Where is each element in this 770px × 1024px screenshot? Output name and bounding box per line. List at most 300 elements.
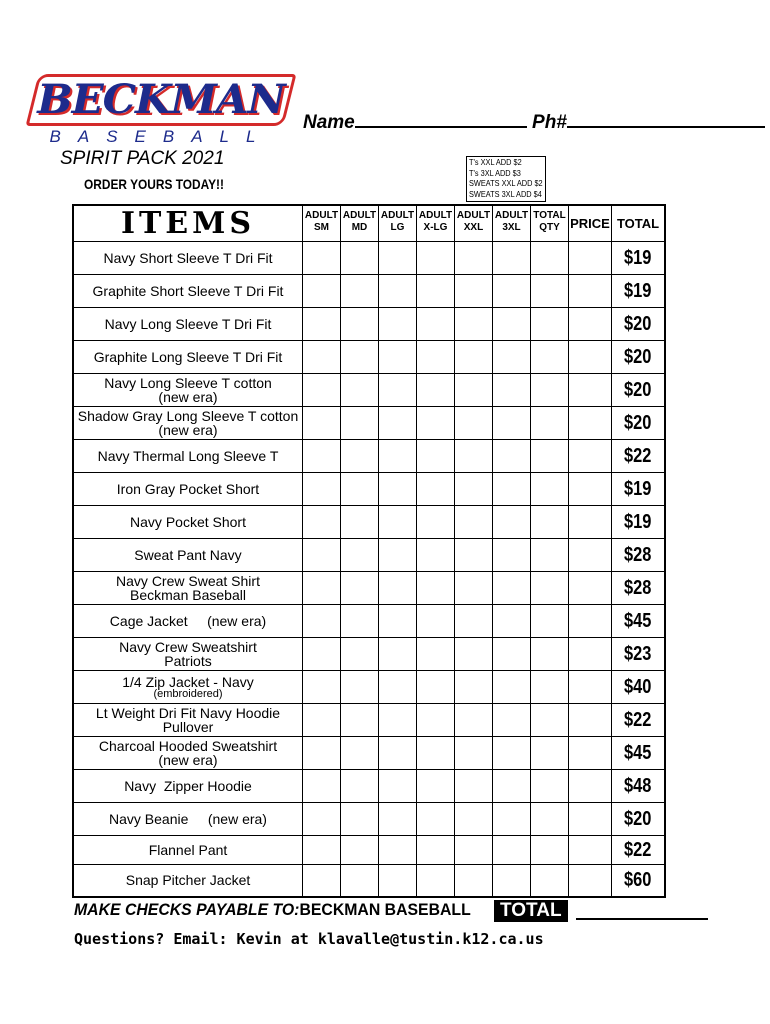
price-cell[interactable]: [569, 374, 612, 407]
qty-3xl-cell[interactable]: [493, 407, 531, 440]
item-name: Shadow Gray Long Sleeve T cotton: [77, 408, 299, 424]
upcharge-box: [466, 156, 546, 202]
qty-md-cell[interactable]: [341, 836, 379, 865]
item-price: $22: [624, 444, 652, 467]
item-subtext: (new era): [158, 389, 218, 405]
qty-lg-cell[interactable]: [379, 671, 417, 704]
qty-total-cell[interactable]: [531, 638, 569, 671]
order-note: ORDER YOURS TODAY!!: [84, 176, 224, 192]
table-row: [73, 638, 665, 671]
qty-xxl-cell[interactable]: [455, 539, 493, 572]
qty-total-cell[interactable]: [531, 737, 569, 770]
item-name-cell: [73, 572, 303, 605]
qty-lg-cell[interactable]: [379, 836, 417, 865]
checks-payable-line: [74, 900, 471, 920]
qty-xlg-cell[interactable]: [417, 704, 455, 737]
item-price: $40: [624, 675, 652, 698]
qty-lg-cell[interactable]: [379, 407, 417, 440]
price-cell[interactable]: [569, 770, 612, 803]
size-header-top: TOTAL: [533, 210, 566, 221]
beckman-baseball-logo: [28, 74, 294, 144]
item-price: $28: [624, 576, 652, 599]
qty-xxl-cell[interactable]: [455, 605, 493, 638]
item-name: Navy Long Sleeve T cotton: [104, 375, 272, 391]
item-name-cell: [73, 704, 303, 737]
price-cell[interactable]: [569, 803, 612, 836]
qty-3xl-cell[interactable]: [493, 803, 531, 836]
item-subtext: (new era): [158, 752, 218, 768]
qty-3xl-cell[interactable]: [493, 671, 531, 704]
price-cell[interactable]: [569, 704, 612, 737]
qty-sm-cell[interactable]: [303, 407, 341, 440]
name-label: Name: [303, 112, 355, 133]
qty-lg-cell[interactable]: [379, 865, 417, 897]
qty-lg-cell[interactable]: [379, 572, 417, 605]
item-total-cell: [612, 638, 666, 671]
item-total-cell: [612, 374, 666, 407]
qty-xxl-cell[interactable]: [455, 242, 493, 275]
item-price: $19: [624, 510, 652, 533]
item-name-cell: [73, 539, 303, 572]
qty-xxl-cell[interactable]: [455, 275, 493, 308]
item-name: Navy Crew Sweat Shirt: [116, 573, 260, 589]
item-price: $20: [624, 411, 652, 434]
qty-sm-cell[interactable]: [303, 275, 341, 308]
table-row: [73, 407, 665, 440]
qty-xlg-cell[interactable]: [417, 836, 455, 865]
size-header-md: [341, 205, 379, 242]
item-price: $20: [624, 345, 652, 368]
name-field[interactable]: [355, 110, 527, 128]
qty-3xl-cell[interactable]: [493, 506, 531, 539]
qty-xlg-cell[interactable]: [417, 865, 455, 897]
upcharge-line: SWEATS XXL ADD $2: [469, 179, 543, 188]
qty-total-cell[interactable]: [531, 803, 569, 836]
qty-lg-cell[interactable]: [379, 737, 417, 770]
phone-field[interactable]: [567, 110, 765, 128]
upcharge-line: SWEATS 3XL ADD $4: [469, 189, 542, 199]
item-name-cell: [73, 605, 303, 638]
qty-xlg-cell[interactable]: [417, 770, 455, 803]
table-row: [73, 440, 665, 473]
table-row: [73, 836, 665, 865]
item-total-cell: [612, 572, 666, 605]
item-total-cell: [612, 506, 666, 539]
item-total-cell: [612, 836, 666, 865]
table-row: [73, 770, 665, 803]
price-cell[interactable]: [569, 407, 612, 440]
price-cell[interactable]: [569, 341, 612, 374]
qty-total-cell[interactable]: [531, 770, 569, 803]
qty-xlg-cell[interactable]: [417, 275, 455, 308]
item-total-cell: [612, 275, 666, 308]
qty-lg-cell[interactable]: [379, 704, 417, 737]
qty-sm-cell[interactable]: [303, 605, 341, 638]
qty-3xl-cell[interactable]: [493, 242, 531, 275]
logo-subword: BASEBALL: [49, 127, 273, 146]
upcharge-line: T's XXL ADD $2: [469, 158, 522, 167]
payee-name: BECKMAN BASEBALL: [299, 900, 471, 919]
item-name: Iron Gray Pocket Short: [116, 481, 260, 497]
size-header-bottom: MD: [351, 222, 368, 233]
item-price: $19: [624, 279, 652, 302]
qty-total-cell[interactable]: [531, 836, 569, 865]
item-total-cell: [612, 539, 666, 572]
qty-lg-cell[interactable]: [379, 374, 417, 407]
qty-lg-cell[interactable]: [379, 803, 417, 836]
item-total-cell: [612, 473, 666, 506]
table-row: [73, 704, 665, 737]
price-cell[interactable]: [569, 275, 612, 308]
qty-xlg-cell[interactable]: [417, 407, 455, 440]
qty-sm-cell[interactable]: [303, 671, 341, 704]
size-header-bottom: 3XL: [502, 222, 521, 233]
price-cell[interactable]: [569, 308, 612, 341]
item-name-cell: [73, 836, 303, 865]
item-price: $22: [624, 838, 652, 861]
qty-md-cell[interactable]: [341, 275, 379, 308]
qty-xxl-cell[interactable]: [455, 440, 493, 473]
size-header-bottom: XXL: [463, 222, 484, 233]
item-name: Navy Zipper Hoodie: [124, 778, 252, 794]
qty-xlg-cell[interactable]: [417, 440, 455, 473]
qty-total-cell[interactable]: [531, 865, 569, 897]
qty-xlg-cell[interactable]: [417, 374, 455, 407]
qty-xlg-cell[interactable]: [417, 242, 455, 275]
item-price: $45: [624, 609, 652, 632]
qty-md-cell[interactable]: [341, 308, 379, 341]
item-name: Navy Pocket Short: [130, 514, 246, 530]
qty-3xl-cell[interactable]: [493, 770, 531, 803]
total-header: TOTAL: [612, 205, 666, 242]
table-row: [73, 341, 665, 374]
qty-total-cell[interactable]: [531, 506, 569, 539]
item-price: $19: [624, 477, 652, 500]
item-name-cell: [73, 275, 303, 308]
qty-xxl-cell[interactable]: [455, 803, 493, 836]
size-header-xlg: [417, 205, 455, 242]
item-name: Navy Thermal Long Sleeve T: [97, 448, 279, 464]
table-row: [73, 242, 665, 275]
upcharge-line: T's 3XL ADD $3: [469, 168, 521, 178]
size-header-top: ADULT: [342, 210, 377, 221]
size-header-top: ADULT: [304, 210, 339, 221]
questions-contact: Questions? Email: Kevin at klavalle@tustin.k12.ca.us: [74, 930, 544, 948]
qty-md-cell[interactable]: [341, 440, 379, 473]
items-header: ITEMS: [73, 205, 303, 242]
qty-total-cell[interactable]: [531, 407, 569, 440]
item-price: $48: [624, 774, 652, 797]
qty-total-cell[interactable]: [531, 539, 569, 572]
qty-md-cell[interactable]: [341, 506, 379, 539]
item-total-cell: [612, 605, 666, 638]
item-name-cell: [73, 473, 303, 506]
item-price: $20: [624, 378, 652, 401]
qty-lg-cell[interactable]: [379, 539, 417, 572]
size-header-bottom: QTY: [539, 222, 560, 233]
qty-sm-cell[interactable]: [303, 374, 341, 407]
qty-xxl-cell[interactable]: [455, 341, 493, 374]
qty-md-cell[interactable]: [341, 737, 379, 770]
size-header-top: ADULT: [456, 210, 491, 221]
item-name-cell: [73, 374, 303, 407]
qty-sm-cell[interactable]: [303, 539, 341, 572]
qty-xxl-cell[interactable]: [455, 671, 493, 704]
table-row: [73, 308, 665, 341]
qty-md-cell[interactable]: [341, 605, 379, 638]
table-row: [73, 473, 665, 506]
qty-xlg-cell[interactable]: [417, 308, 455, 341]
qty-sm-cell[interactable]: [303, 473, 341, 506]
item-name: Snap Pitcher Jacket: [125, 872, 251, 889]
qty-3xl-cell[interactable]: [493, 308, 531, 341]
price-cell[interactable]: [569, 440, 612, 473]
qty-md-cell[interactable]: [341, 704, 379, 737]
item-name: Sweat Pant Navy: [134, 547, 242, 563]
table-row: [73, 539, 665, 572]
price-cell[interactable]: [569, 473, 612, 506]
price-cell[interactable]: [569, 638, 612, 671]
qty-xxl-cell[interactable]: [455, 836, 493, 865]
qty-md-cell[interactable]: [341, 341, 379, 374]
qty-total-cell[interactable]: [531, 473, 569, 506]
size-header-top: ADULT: [418, 210, 453, 221]
qty-3xl-cell[interactable]: [493, 836, 531, 865]
price-cell[interactable]: [569, 506, 612, 539]
qty-lg-cell[interactable]: [379, 605, 417, 638]
qty-md-cell[interactable]: [341, 803, 379, 836]
qty-xlg-cell[interactable]: [417, 803, 455, 836]
qty-sm-cell[interactable]: [303, 770, 341, 803]
qty-lg-cell[interactable]: [379, 242, 417, 275]
item-name-cell: [73, 671, 303, 704]
qty-total-cell[interactable]: [531, 374, 569, 407]
qty-3xl-cell[interactable]: [493, 374, 531, 407]
qty-sm-cell[interactable]: [303, 341, 341, 374]
qty-3xl-cell[interactable]: [493, 275, 531, 308]
qty-total-cell[interactable]: [531, 440, 569, 473]
table-row: [73, 737, 665, 770]
table-row: [73, 506, 665, 539]
qty-lg-cell[interactable]: [379, 770, 417, 803]
item-total-cell: [612, 341, 666, 374]
price-cell[interactable]: [569, 572, 612, 605]
item-name-cell: [73, 803, 303, 836]
qty-lg-cell[interactable]: [379, 275, 417, 308]
price-cell[interactable]: [569, 242, 612, 275]
price-cell[interactable]: [569, 671, 612, 704]
price-cell[interactable]: [569, 539, 612, 572]
item-price: $45: [624, 741, 652, 764]
qty-total-cell[interactable]: [531, 308, 569, 341]
qty-sm-cell[interactable]: [303, 242, 341, 275]
item-total-cell: [612, 770, 666, 803]
item-name: Navy Long Sleeve T Dri Fit: [104, 316, 272, 332]
qty-xlg-cell[interactable]: [417, 572, 455, 605]
item-price: $19: [624, 246, 652, 269]
qty-total-cell[interactable]: [531, 704, 569, 737]
size-header-lg: [379, 205, 417, 242]
qty-xlg-cell[interactable]: [417, 671, 455, 704]
qty-sm-cell[interactable]: [303, 836, 341, 865]
qty-lg-cell[interactable]: [379, 638, 417, 671]
size-header-bottom: LG: [390, 222, 405, 233]
qty-total-cell[interactable]: [531, 605, 569, 638]
qty-3xl-cell[interactable]: [493, 638, 531, 671]
qty-sm-cell[interactable]: [303, 638, 341, 671]
table-row: [73, 671, 665, 704]
qty-md-cell[interactable]: [341, 671, 379, 704]
qty-md-cell[interactable]: [341, 638, 379, 671]
item-subtext: Patriots: [164, 653, 212, 669]
qty-3xl-cell[interactable]: [493, 605, 531, 638]
qty-lg-cell[interactable]: [379, 308, 417, 341]
qty-3xl-cell[interactable]: [493, 473, 531, 506]
item-total-cell: [612, 407, 666, 440]
size-header-bottom: X-LG: [423, 222, 448, 233]
item-name: Navy Crew Sweatshirt: [119, 639, 257, 655]
item-total-cell: [612, 865, 666, 897]
qty-sm-cell[interactable]: [303, 506, 341, 539]
qty-3xl-cell[interactable]: [493, 865, 531, 897]
qty-lg-cell[interactable]: [379, 506, 417, 539]
qty-total-cell[interactable]: [531, 341, 569, 374]
qty-sm-cell[interactable]: [303, 865, 341, 897]
item-name: Charcoal Hooded Sweatshirt: [98, 738, 278, 754]
qty-sm-cell[interactable]: [303, 440, 341, 473]
item-name: Graphite Short Sleeve T Dri Fit: [92, 283, 284, 299]
item-subtext: (new era): [158, 422, 218, 438]
qty-3xl-cell[interactable]: [493, 704, 531, 737]
qty-lg-cell[interactable]: [379, 473, 417, 506]
size-header-3xl: [493, 205, 531, 242]
table-row: [73, 572, 665, 605]
qty-md-cell[interactable]: [341, 865, 379, 897]
qty-xxl-cell[interactable]: [455, 737, 493, 770]
item-total-cell: [612, 242, 666, 275]
qty-sm-cell[interactable]: [303, 308, 341, 341]
item-total-cell: [612, 737, 666, 770]
item-price: $60: [624, 868, 652, 891]
item-name: Cage Jacket (new era): [109, 613, 267, 629]
item-name: Navy Short Sleeve T Dri Fit: [103, 250, 273, 266]
qty-md-cell[interactable]: [341, 770, 379, 803]
item-total-cell: [612, 440, 666, 473]
qty-xxl-cell[interactable]: [455, 374, 493, 407]
price-cell[interactable]: [569, 737, 612, 770]
qty-xxl-cell[interactable]: [455, 407, 493, 440]
qty-total-cell[interactable]: [531, 572, 569, 605]
size-header-top: ADULT: [380, 210, 415, 221]
qty-3xl-cell[interactable]: [493, 440, 531, 473]
price-cell[interactable]: [569, 836, 612, 865]
size-header-top: ADULT: [494, 210, 529, 221]
qty-3xl-cell[interactable]: [493, 572, 531, 605]
table-row: [73, 275, 665, 308]
qty-xlg-cell[interactable]: [417, 605, 455, 638]
size-header-bottom: SM: [314, 222, 329, 233]
size-header-sm: [303, 205, 341, 242]
item-name-cell: [73, 407, 303, 440]
item-name: 1/4 Zip Jacket - Navy: [122, 673, 254, 690]
item-subtext: Beckman Baseball: [130, 587, 246, 603]
qty-xxl-cell[interactable]: [455, 473, 493, 506]
grand-total-field[interactable]: [576, 918, 708, 920]
item-total-cell: [612, 308, 666, 341]
item-price: $20: [624, 312, 652, 335]
grand-total-label: TOTAL: [494, 900, 568, 922]
item-subtext: Pullover: [162, 719, 214, 735]
total-qty-header: [531, 205, 569, 242]
qty-md-cell[interactable]: [341, 539, 379, 572]
price-cell[interactable]: [569, 865, 612, 897]
qty-md-cell[interactable]: [341, 473, 379, 506]
price-header: PRICE: [569, 205, 612, 242]
qty-sm-cell[interactable]: [303, 737, 341, 770]
qty-lg-cell[interactable]: [379, 341, 417, 374]
table-row: [73, 865, 665, 897]
qty-xxl-cell[interactable]: [455, 572, 493, 605]
qty-xlg-cell[interactable]: [417, 506, 455, 539]
item-total-cell: [612, 671, 666, 704]
qty-3xl-cell[interactable]: [493, 539, 531, 572]
item-name-cell: [73, 865, 303, 897]
qty-total-cell[interactable]: [531, 242, 569, 275]
page-title: SPIRIT PACK 2021: [60, 148, 225, 169]
item-price: $20: [624, 807, 652, 830]
qty-md-cell[interactable]: [341, 374, 379, 407]
qty-xxl-cell[interactable]: [455, 308, 493, 341]
item-name-cell: [73, 638, 303, 671]
item-name-cell: [73, 242, 303, 275]
qty-xxl-cell[interactable]: [455, 704, 493, 737]
qty-xxl-cell[interactable]: [455, 506, 493, 539]
qty-xlg-cell[interactable]: [417, 638, 455, 671]
qty-lg-cell[interactable]: [379, 440, 417, 473]
qty-md-cell[interactable]: [341, 572, 379, 605]
qty-xlg-cell[interactable]: [417, 539, 455, 572]
qty-xlg-cell[interactable]: [417, 341, 455, 374]
qty-3xl-cell[interactable]: [493, 341, 531, 374]
table-header-row: [73, 205, 665, 242]
qty-total-cell[interactable]: [531, 275, 569, 308]
qty-xlg-cell[interactable]: [417, 473, 455, 506]
qty-md-cell[interactable]: [341, 242, 379, 275]
qty-xxl-cell[interactable]: [455, 865, 493, 897]
qty-total-cell[interactable]: [531, 671, 569, 704]
item-name-cell: [73, 341, 303, 374]
item-name: Navy Beanie (new era): [109, 811, 267, 827]
qty-sm-cell[interactable]: [303, 572, 341, 605]
item-name: Graphite Long Sleeve T Dri Fit: [93, 349, 283, 365]
qty-xxl-cell[interactable]: [455, 638, 493, 671]
item-price: $23: [624, 642, 652, 665]
qty-xxl-cell[interactable]: [455, 770, 493, 803]
price-cell[interactable]: [569, 605, 612, 638]
checks-label: MAKE CHECKS PAYABLE TO:: [74, 900, 300, 919]
qty-md-cell[interactable]: [341, 407, 379, 440]
item-name-cell: [73, 737, 303, 770]
size-header-xxl: [455, 205, 493, 242]
item-name-cell: [73, 440, 303, 473]
item-name-cell: [73, 506, 303, 539]
qty-xlg-cell[interactable]: [417, 737, 455, 770]
qty-sm-cell[interactable]: [303, 803, 341, 836]
name-phone-line: [303, 110, 765, 134]
qty-sm-cell[interactable]: [303, 704, 341, 737]
qty-3xl-cell[interactable]: [493, 737, 531, 770]
table-row: [73, 803, 665, 836]
